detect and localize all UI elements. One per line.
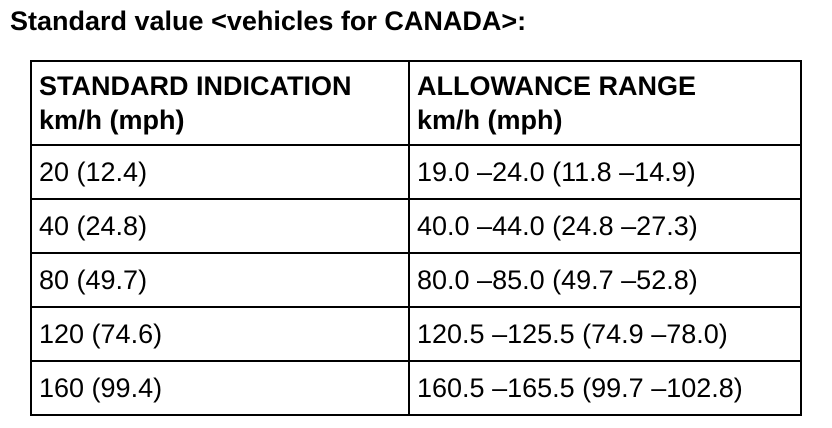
- table-row: [31, 253, 801, 307]
- header-allowance-range: [409, 61, 801, 145]
- standard-indication-cell: 120 (74.6): [31, 307, 409, 361]
- table-row: [31, 307, 801, 361]
- standard-indication-cell: 160 (99.4): [31, 361, 409, 415]
- table-row: [31, 145, 801, 199]
- standard-indication-cell: 40 (24.8): [31, 199, 409, 253]
- standard-indication-cell: 80 (49.7): [31, 253, 409, 307]
- allowance-range-cell: 120.5 –125.5 (74.9 –78.0): [409, 307, 801, 361]
- speedometer-standard-value-table: [30, 60, 802, 416]
- table-header-row: [31, 61, 801, 145]
- table-row: [31, 361, 801, 415]
- table-row: [31, 199, 801, 253]
- header-standard-indication-unit: km/h (mph): [39, 105, 185, 135]
- allowance-range-cell: 80.0 –85.0 (49.7 –52.8): [409, 253, 801, 307]
- allowance-range-cell: 19.0 –24.0 (11.8 –14.9): [409, 145, 801, 199]
- header-standard-indication: [31, 61, 409, 145]
- header-allowance-range-label: ALLOWANCE RANGE: [417, 71, 696, 101]
- page-title: Standard value <vehicles for CANADA>:: [10, 6, 527, 36]
- header-allowance-range-unit: km/h (mph): [417, 105, 563, 135]
- allowance-range-cell: 40.0 –44.0 (24.8 –27.3): [409, 199, 801, 253]
- standard-indication-cell: 20 (12.4): [31, 145, 409, 199]
- header-standard-indication-label: STANDARD INDICATION: [39, 71, 352, 101]
- allowance-range-cell: 160.5 –165.5 (99.7 –102.8): [409, 361, 801, 415]
